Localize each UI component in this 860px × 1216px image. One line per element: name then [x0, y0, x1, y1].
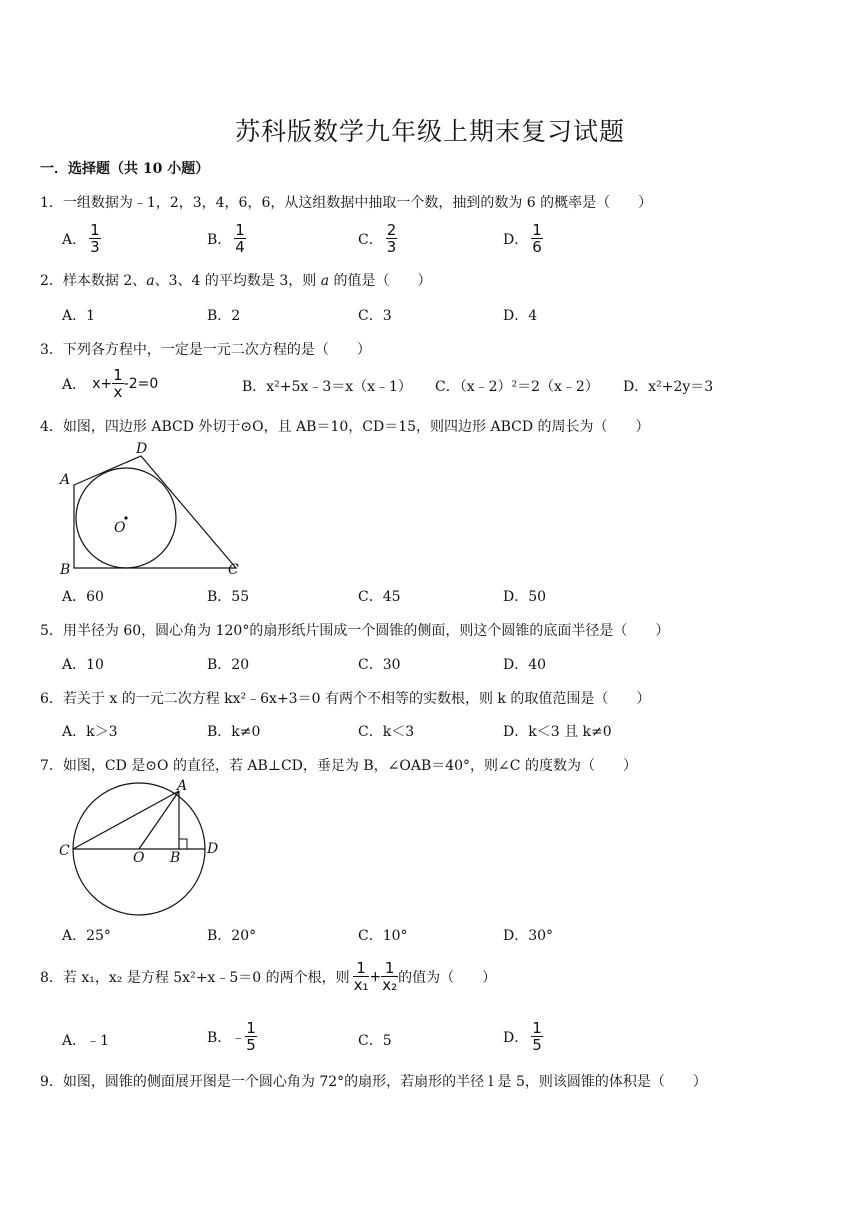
label-c: C	[59, 843, 70, 859]
question-4: 4．如图，四边形 ABCD 外切于⊙O，且 AB＝10，CD＝15，则四边形 ABCD 的周长为（ ）	[40, 419, 650, 435]
q7-option-a[interactable]: A．25°	[62, 928, 111, 944]
question-2: 2．样本数据 2、a、3、4 的平均数是 3，则 a 的值是（ ）	[40, 273, 432, 289]
question-9: 9．如图，圆锥的侧面展开图是一个圆心角为 72°的扇形，若扇形的半径 l 是 5，则该圆锥的体积是（ ）	[40, 1074, 707, 1090]
question-7: 7．如图，CD 是⊙O 的直径，若 AB⊥CD，垂足为 B，∠OAB＝40°，则∠C 的度数为（ ）	[40, 758, 637, 774]
section-heading: 一．选择题（共 10 小题）	[40, 161, 210, 177]
q6-option-b[interactable]: B．k≠0	[207, 724, 261, 740]
label-o: O	[114, 520, 126, 536]
q6-option-a[interactable]: A．k＞3	[62, 724, 118, 740]
label-b: B	[60, 562, 71, 578]
q1-option-c[interactable]: C． $\frac{2}{3}$	[358, 221, 397, 256]
q4-figure-quadrilateral	[56, 440, 256, 580]
q4-option-c[interactable]: C．45	[358, 589, 401, 605]
right-angle-mark	[179, 839, 187, 849]
label-a: A	[177, 778, 188, 794]
q8-option-d[interactable]: D． $\frac{1}{5}$	[503, 1019, 542, 1054]
q5-option-a[interactable]: A．10	[62, 657, 104, 673]
q7-option-c[interactable]: C．10°	[358, 928, 408, 944]
q7-option-b[interactable]: B．20°	[207, 928, 257, 944]
label-d: D	[136, 441, 148, 457]
q2-option-d[interactable]: D．4	[503, 308, 538, 324]
q1-option-b[interactable]: B． $\frac{1}{4}$	[207, 221, 245, 256]
label-a: A	[60, 472, 71, 488]
q1-option-d[interactable]: D． $\frac{1}{6}$	[503, 221, 542, 256]
q4-option-d[interactable]: D．50	[503, 589, 547, 605]
q3-option-b[interactable]: B．x²+5x﹣3＝x（x﹣1）	[242, 379, 412, 395]
label-b: B	[170, 850, 181, 866]
q7-option-d[interactable]: D．30°	[503, 928, 554, 944]
page-title: 苏科版数学九年级上期末复习试题	[234, 117, 625, 146]
question-1: 1．一组数据为﹣1，2，3，4，6，6，从这组数据中抽取一个数，抽到的数为 6 的概率是（ ）	[40, 195, 653, 211]
q3-option-d[interactable]: D．x²+2y＝3	[623, 379, 714, 395]
q8-option-a[interactable]: A．﹣1	[62, 1033, 110, 1049]
q3-option-a[interactable]: A． x+ $\frac{1}{x}$ -2=0	[62, 366, 159, 401]
question-6: 6．若关于 x 的一元二次方程 kx²﹣6x+3＝0 有两个不相等的实数根，则 k 的取值范围是（ ）	[40, 691, 651, 707]
q8-option-b[interactable]: B． ﹣ $\frac{1}{5}$	[207, 1019, 256, 1054]
q3-option-c[interactable]: C．（x﹣2）²＝2（x﹣2）	[435, 379, 599, 395]
q2-option-a[interactable]: A．1	[62, 308, 96, 324]
q7-figure-circle	[56, 778, 236, 918]
q1-option-a[interactable]: A． $\frac{1}{3}$	[62, 221, 100, 256]
q5-option-d[interactable]: D．40	[503, 657, 547, 673]
q5-option-c[interactable]: C．30	[358, 657, 401, 673]
q2-option-b[interactable]: B．2	[207, 308, 241, 324]
q8-option-c[interactable]: C．5	[358, 1033, 392, 1049]
quadrilateral-abcd	[74, 456, 236, 568]
q6-option-d[interactable]: D．k＜3 且 k≠0	[503, 724, 612, 740]
question-5: 5．用半径为 60，圆心角为 120°的扇形纸片围成一个圆锥的侧面，则这个圆锥的底面半径是（ ）	[40, 623, 670, 639]
q4-option-a[interactable]: A．60	[62, 589, 104, 605]
q4-option-b[interactable]: B．55	[207, 589, 250, 605]
chord-ca	[73, 791, 179, 849]
label-o: O	[133, 850, 145, 866]
question-8: 8．若 x₁，x₂ 是方程 5x²+x﹣5＝0 的两个根，则 $\frac{1}{\text{x₁}}$ + $\frac{1}{\text{x₂}}$ 的值为（ ）	[40, 959, 497, 994]
label-c: C	[228, 562, 239, 578]
q6-option-c[interactable]: C．k＜3	[358, 724, 415, 740]
question-3: 3．下列各方程中，一定是一元二次方程的是（ ）	[40, 342, 371, 358]
q5-option-b[interactable]: B．20	[207, 657, 250, 673]
radius-oa	[139, 791, 179, 849]
q2-option-c[interactable]: C．3	[358, 308, 392, 324]
label-d: D	[207, 841, 219, 857]
